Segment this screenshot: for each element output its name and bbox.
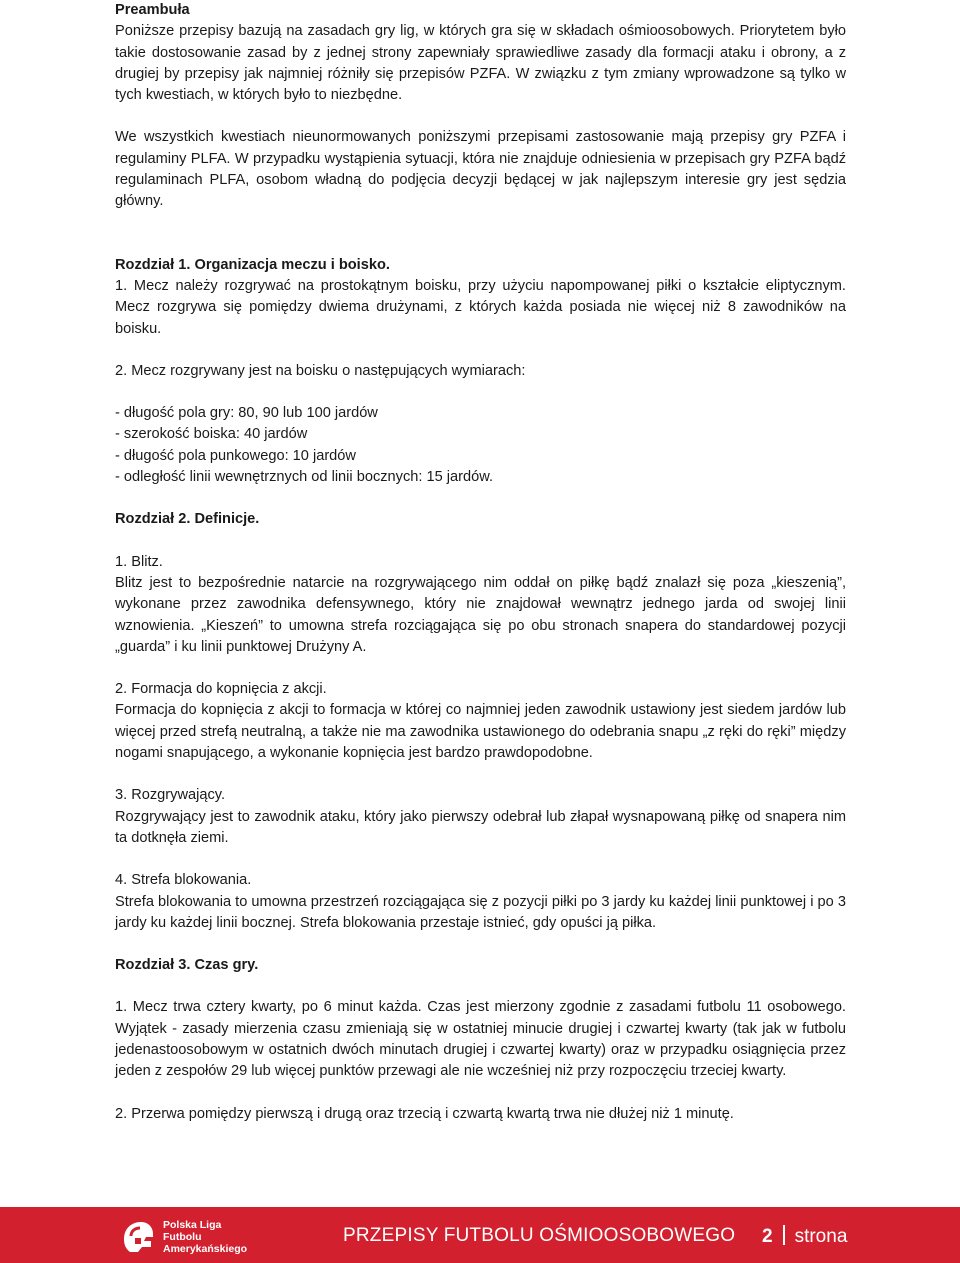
definition-term: 2. Formacja do kopnięcia z akcji.: [115, 681, 327, 698]
chapter-1-paragraph-2: 2. Mecz rozgrywany jest na boisku o następujących wymiarach:: [115, 362, 526, 379]
dimension-item: - odległość linii wewnętrznych od linii bocznych: 15 jardów.: [115, 469, 494, 486]
document-body: [115, 0, 846, 1125]
chapter-3-paragraph-2: 2. Przerwa pomiędzy pierwszą i drugą oraz trzecią i czwartą kwartą trwa nie dłużej niż 1 minutę.: [115, 1105, 734, 1122]
definition-term: 1. Blitz.: [115, 553, 163, 570]
chapter-1-title: Rozdział 1. Organizacja meczu i boisko.: [115, 256, 390, 273]
chapter-3-title: Rozdział 3. Czas gry.: [115, 957, 259, 974]
definition-text: Blitz jest to bezpośrednie natarcie na rozgrywającego nim oddał on piłkę bądź znalazł się poza „kieszenią”, wykonane przez zawodnika defensywnego, który nie znajdował wewnątrz jednego jarda od swojej linii wznowienia. „Kieszeń” to umowna strefa rozciągająca się po obu stronach snapera do standardowej pozycji „guarda” i ku linii punktowej Drużyny A.: [115, 574, 846, 655]
footer-title: PRZEPISY FUTBOLU OŚMIOOSOBOWEGO: [343, 1225, 736, 1246]
preamble-title: Preambuła: [115, 2, 190, 18]
page-number: 2: [762, 1226, 773, 1247]
football-helmet-icon: [120, 1219, 156, 1255]
preamble-paragraph-1: Poniższe przepisy bazują na zasadach gry lig, w których gra się w składach ośmioosobowych. Priorytetem było takie dostosowanie zasad by z jednej strony zapewniały sprawiedliwe zasady dla formacji ataku i obrony, a z drugiej by przepisy jak najmniej różniły się przepisów PZFA. W związku z tym zmiany wprowadzone są tylko w tych kwestiach, w których było to niezbędne.: [115, 23, 846, 104]
chapter-2-title: Rozdział 2. Definicje.: [115, 511, 260, 528]
definition-term: 3. Rozgrywający.: [115, 787, 226, 804]
chapter-1-paragraph-1: 1. Mecz należy rozgrywać na prostokątnym boisku, przy użyciu napompowanej piłki o kształcie eliptycznym. Mecz rozgrywa się pomiędzy dwiema drużynami, z których każda posiada nie więcej niż 8 zawodników na boisku.: [115, 277, 846, 337]
page-label: strona: [794, 1226, 848, 1247]
preamble-paragraph-2: We wszystkich kwestiach nieunormowanych poniższymi przepisami zastosowanie mają przepisy gry PZFA i regulaminy PLFA. W przypadku wystąpienia sytuacji, która nie znajduje odniesienia w przepisach gry PZFA bądź regulaminach PLFA, osobom władną do podjęcia decyzji będącej w jak najlepszym interesie gry jest sędzia główny.: [115, 129, 846, 210]
page-number-area: [762, 1225, 847, 1248]
definition-text: Strefa blokowania to umowna przestrzeń rozciągająca się z pozycji piłki po 3 jardy ku każdej linii punktowej i po 3 jardy ku każdej linii bocznej. Strefa blokowania przestaje istnieć, gdy opuści ją piłka.: [115, 893, 846, 931]
dimension-item: - długość pola gry: 80, 90 lub 100 jardów: [115, 405, 378, 422]
dimension-item: - długość pola punkowego: 10 jardów: [115, 447, 356, 464]
plfa-logo: [120, 1217, 270, 1257]
logo-line: Amerykańskiego: [163, 1243, 248, 1255]
logo-line: Futbolu: [163, 1231, 202, 1243]
logo-line: Polska Liga: [163, 1219, 222, 1231]
definition-text: Formacja do kopnięcia z akcji to formacja w której co najmniej jeden zawodnik ustawiony jest siedem jardów lub więcej przed strefą neutralną, a także nie ma zawodnika ustawionego do odebrania snapu „z ręki do ręki” między nogami snapującego, a wykonanie kopnięcia jest bardzo prawdopodobne.: [115, 702, 846, 762]
dimension-item: - szerokość boiska: 40 jardów: [115, 426, 308, 443]
page-footer: [0, 1207, 960, 1263]
chapter-3-paragraph-1: 1. Mecz trwa cztery kwarty, po 6 minut każda. Czas jest mierzony zgodnie z zasadami futbolu 11 osobowego. Wyjątek - zasady mierzenia czasu zmieniają się w ostatniej minucie drugiej i czwartej kwarty (tak jak w futbolu jedenastoosobowym w ostatnich dwóch minutach drugiej i czwartej kwarty) oraz w przypadku osiągnięcia przez jeden z zespołów 29 lub więcej punktów przewagi ale nie wcześniej niż przy rozpoczęciu trzeciej kwarty.: [115, 999, 846, 1080]
separator: [783, 1225, 785, 1245]
definition-term: 4. Strefa blokowania.: [115, 872, 252, 889]
logo-text: [163, 1219, 247, 1255]
definition-text: Rozgrywający jest to zawodnik ataku, który jako pierwszy odebrał lub złapał wysnapowaną piłkę od snapera nim ta dotknęła ziemi.: [115, 808, 846, 846]
